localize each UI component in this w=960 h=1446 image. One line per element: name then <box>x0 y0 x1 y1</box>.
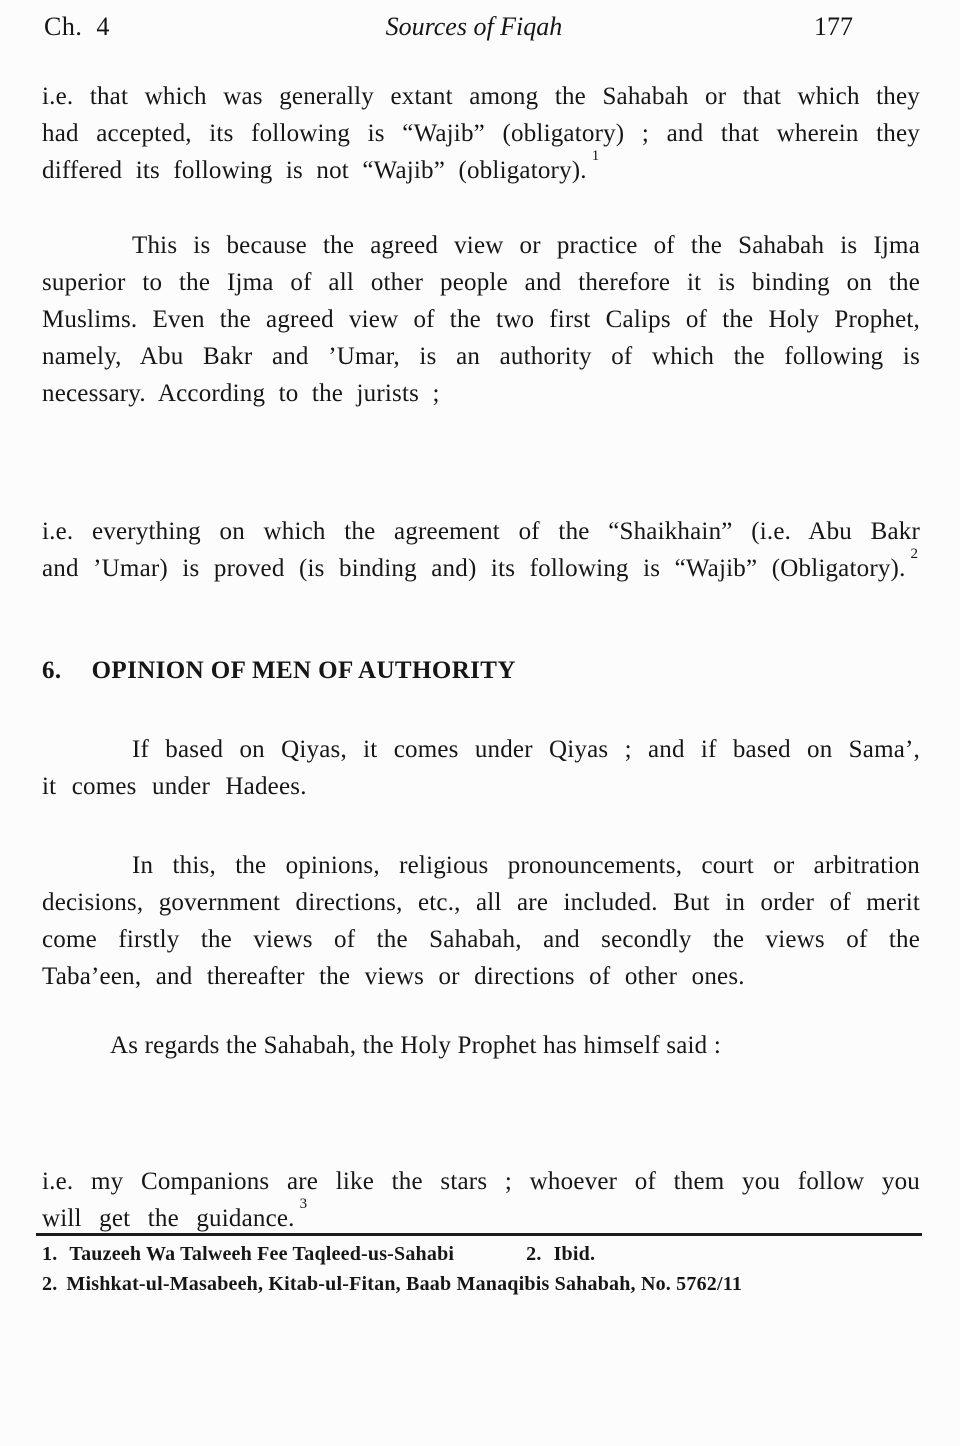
paragraph-opinions-included <box>42 847 920 995</box>
footnote-row-2 <box>42 1269 920 1299</box>
footnote-label: 2. <box>42 1273 58 1295</box>
section-number: 6. <box>42 657 62 684</box>
paragraph-text: i.e. everything on which the agreement of the “Shaikhain” (i.e. Abu Bakr and ’Umar) is proved (is binding and) its following is “Wajib” (Obligatory). <box>42 518 920 582</box>
paragraph-translation-1 <box>42 78 920 189</box>
page-number: 177 <box>814 12 853 41</box>
running-title: Sources of Fiqah <box>385 12 563 41</box>
page-header <box>42 12 920 42</box>
paragraph-qiyas-sama <box>42 731 920 805</box>
paragraph-translation-2 <box>42 513 920 587</box>
paragraph-text: As regards the Sahabah, the Holy Prophet has himself said : <box>110 1032 721 1059</box>
paragraph-ijma-superior <box>42 227 920 412</box>
section-heading <box>42 653 920 689</box>
footnote-text: Ibid. <box>553 1243 596 1265</box>
paragraph-text: In this, the opinions, religious pronouncements, court or arbitration decisions, government directions, etc., all are included. But in order of merit come firstly the views of the Sahabah, and secondly the views of the Taba’een, and thereafter the views or directions of other ones. <box>42 852 920 990</box>
section-title: OPINION OF MEN OF AUTHORITY <box>91 657 516 684</box>
footnote-ref-3: 3 <box>299 1195 308 1212</box>
footnote-text: Tauzeeh Wa Talweeh Fee Taqleed-us-Sahabi <box>69 1243 455 1265</box>
chapter-label: Ch. 4 <box>44 12 110 41</box>
footnote-label: 2. <box>526 1243 542 1265</box>
footnotes-section <box>42 1239 920 1299</box>
footnote-label: 1. <box>42 1243 58 1265</box>
footnote-row-1 <box>42 1239 920 1269</box>
footnote-text: Mishkat-ul-Masabeeh, Kitab-ul-Fitan, Baab Manaqibis Sahabah, No. 5762/11 <box>66 1273 743 1295</box>
paragraph-prophet-said <box>42 1027 920 1064</box>
paragraph-companions-stars <box>42 1163 920 1237</box>
paragraph-text: i.e. my Companions are like the stars ; whoever of them you follow you will get the guidance. <box>42 1168 920 1232</box>
footnote-ref-1: 1 <box>591 147 600 164</box>
footnote-ref-2: 2 <box>910 545 919 562</box>
paragraph-text: This is because the agreed view or practice of the Sahabah is Ijma superior to the Ijma of all other people and therefore it is binding on the Muslims. Even the agreed view of the two first Calips of the Holy Prophet, namely, Abu Bakr and ’Umar, is an authority of which the following is necessary. According to the jurists ; <box>42 232 920 407</box>
paragraph-text: i.e. that which was generally extant among the Sahabah or that which they had accepted, its following is “Wajib” (obligatory) ; and that wherein they differed its following is not “Wajib” (obligatory). <box>42 83 920 184</box>
paragraph-text: If based on Qiyas, it comes under Qiyas ; and if based on Sama’, it comes under Hadees. <box>42 736 920 800</box>
